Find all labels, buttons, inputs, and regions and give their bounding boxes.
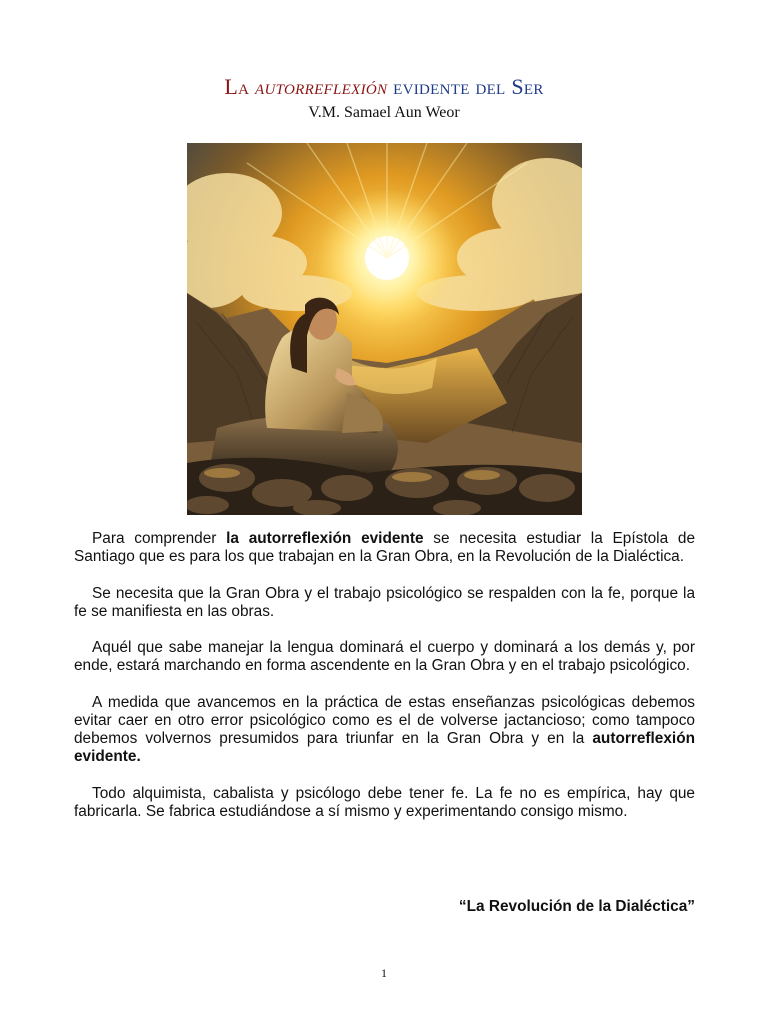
- title-part-ser: Ser: [511, 74, 544, 99]
- paragraph-4-emphasis: autorreflexión evidente.: [74, 730, 695, 766]
- title-part-la: La: [224, 74, 250, 99]
- title-part-evidente-del: evidente del: [393, 74, 506, 99]
- paragraph-5: Todo alquimista, cabalista y psicólogo debe tener fe. La fe no es empírica, hay que fabricarla. Se fabrica estudiándose a sí mismo y experimentando consigo mismo.: [74, 784, 695, 820]
- paragraph-1-emphasis: la autorreflexión evidente: [226, 530, 424, 547]
- paragraph-2: Se necesita que la Gran Obra y el trabajo psicológico se respalden con la fe, porque la fe se manifiesta en las obras.: [74, 584, 695, 620]
- source-citation: “La Revolución de la Dialéctica”: [458, 898, 695, 915]
- praying-figure-illustration: [187, 143, 582, 515]
- page-number: 1: [381, 966, 387, 980]
- paragraph-3: Aquél que sabe manejar la lengua dominará el cuerpo y dominará a los demás y, por ende, estará marchando en forma ascendente en la Gran Obra y en el trabajo psicológico.: [74, 639, 695, 675]
- author-name: V.M. Samael Aun Weor: [308, 104, 460, 121]
- paragraph-4: A medida que avancemos en la práctica de estas enseñanzas psicológicas debemos evitar caer en otro error psicológico como es el de volverse jactancioso; como tampoco debemos volvernos presumidos para triunfar en la Gran Obra y en la autorreflexión evidente.: [74, 693, 695, 766]
- title-part-autorreflexion: autorreflexión: [255, 74, 388, 99]
- paragraph-1: Para comprender la autorreflexión evidente se necesita estudiar la Epístola de Santiago que es para los que trabajan en la Gran Obra, en la Revolución de la Dialéctica.: [74, 530, 695, 566]
- body-text: [74, 530, 695, 839]
- document-title: [0, 72, 768, 102]
